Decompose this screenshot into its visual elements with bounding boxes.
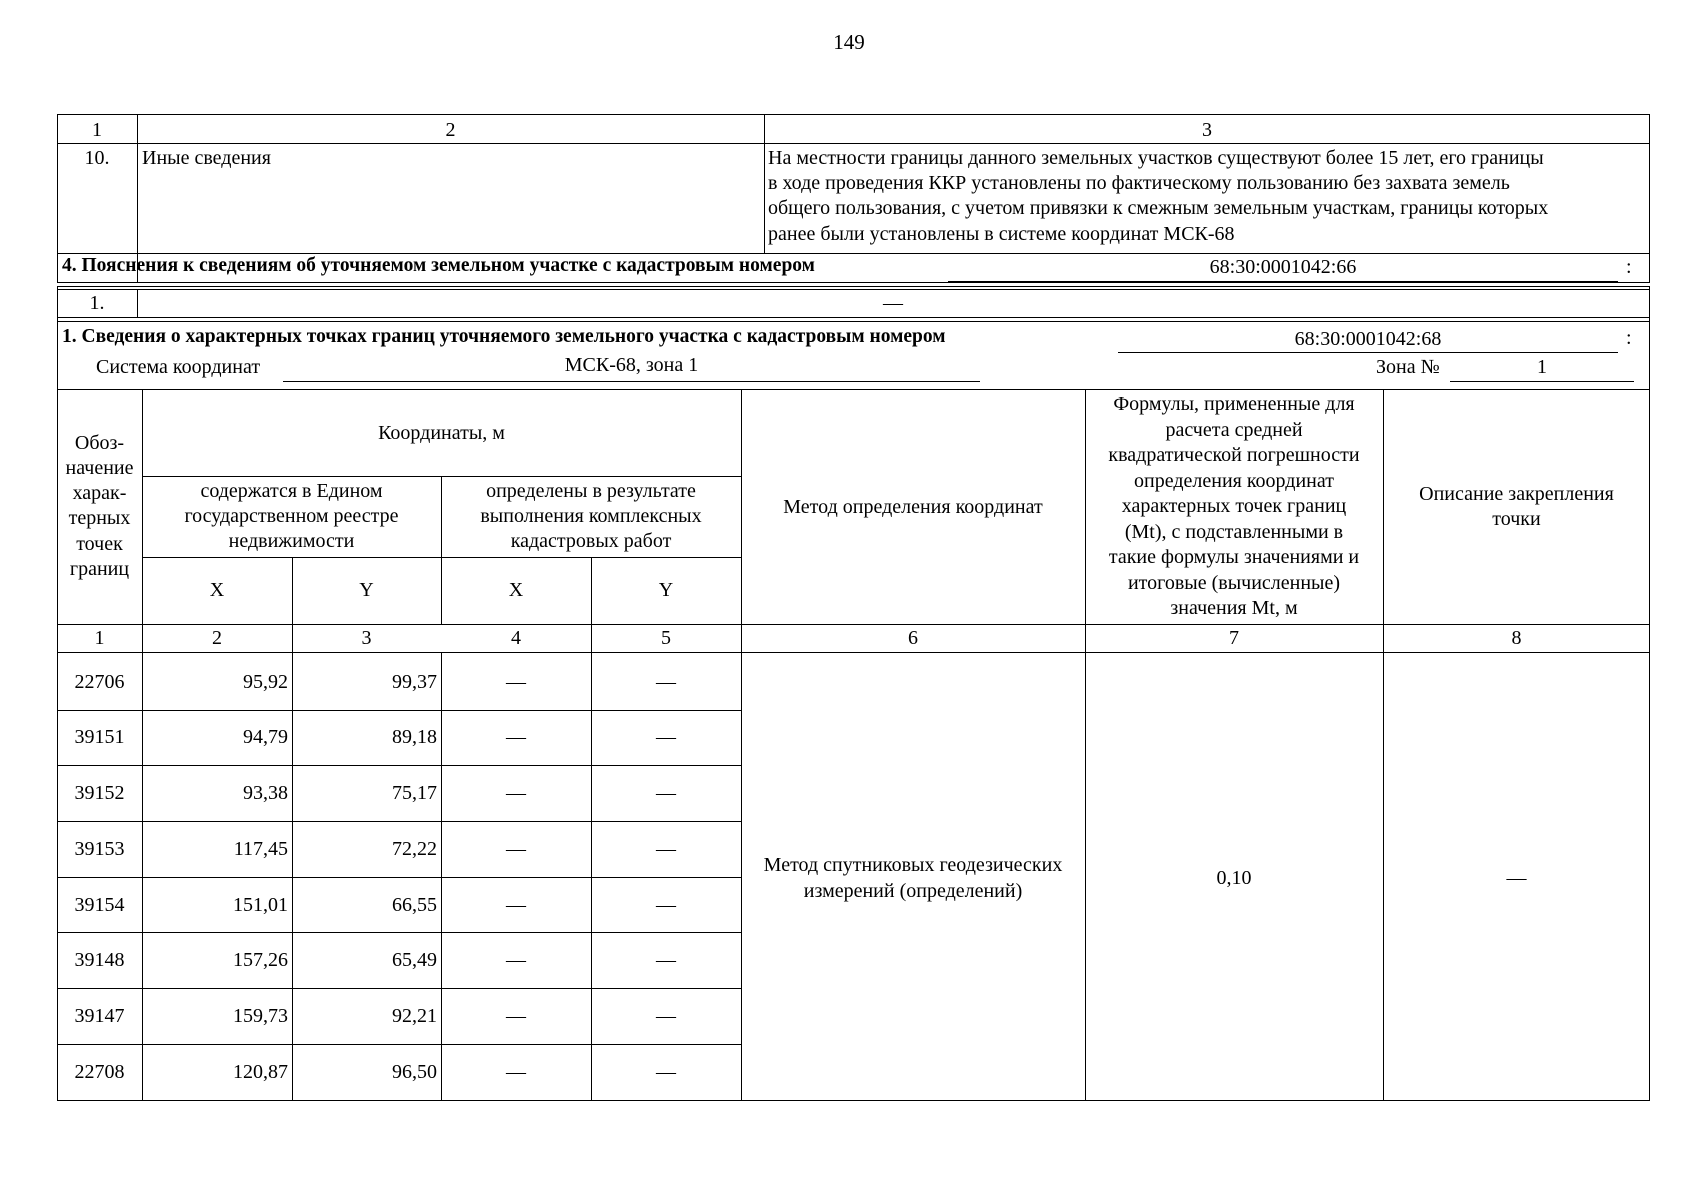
col-number-5: 5 [661, 627, 671, 649]
point-x-kkr: — [506, 1005, 526, 1027]
point-y-kkr: — [656, 1061, 676, 1083]
header-formula-line7: такие формулы значениями и [1108, 546, 1360, 568]
point-y-kkr: — [656, 838, 676, 860]
header-kkr-line3: кадастровых работ [510, 530, 672, 552]
point-y-kkr: — [656, 782, 676, 804]
point-y-egrn: 75,17 [392, 782, 437, 804]
point-id: 39147 [74, 1005, 125, 1027]
point-x-egrn: 117,45 [233, 838, 288, 860]
point-y-egrn: 65,49 [392, 949, 437, 971]
header-y-egrn: Y [359, 579, 374, 601]
section4-colon: : [1626, 256, 1632, 278]
col-number-1: 1 [94, 627, 105, 649]
col-number-2: 2 [212, 627, 222, 649]
point-id: 39152 [74, 782, 125, 804]
point-y-egrn: 96,50 [392, 1061, 437, 1083]
header-x-egrn: X [209, 579, 225, 601]
col-number-8: 8 [1511, 627, 1522, 649]
point-y-kkr: — [656, 949, 676, 971]
point-x-egrn: 151,01 [233, 894, 288, 916]
header-point-line5: точек [76, 533, 123, 555]
header-formula-line5: характерных точек границ [1121, 495, 1347, 517]
method-value-line1: Метод спутниковых геодезических [763, 854, 1063, 876]
header-kkr-line1: определены в результате [486, 480, 696, 502]
point-x-kkr: — [506, 894, 526, 916]
point-id: 22706 [74, 671, 125, 693]
header-kkr-line2: выполнения комплексных [480, 505, 702, 527]
coord-system-value: МСК-68, зона 1 [564, 354, 699, 376]
point-x-kkr: — [506, 782, 526, 804]
point-y-egrn: 72,22 [392, 838, 437, 860]
col-number-6: 6 [908, 627, 918, 649]
point-y-kkr: — [656, 894, 676, 916]
point-x-kkr: — [506, 726, 526, 748]
section1-colon: : [1626, 327, 1632, 349]
point-y-egrn: 92,21 [392, 1005, 437, 1027]
coord-system-label: Система координат [96, 356, 261, 378]
header-method: Метод определения координат [783, 496, 1043, 518]
header-point-line6: границ [69, 558, 130, 580]
top-header-col1: 1 [92, 119, 102, 141]
header-formula-line9: значения Mt, м [1170, 597, 1298, 619]
point-x-kkr: — [506, 1061, 526, 1083]
header-coordinates: Координаты, м [378, 422, 505, 444]
header-egrn-line3: недвижимости [228, 530, 355, 552]
point-y-egrn: 66,55 [392, 894, 437, 916]
point-id: 39153 [74, 838, 125, 860]
header-description-line2: точки [1492, 508, 1541, 530]
col-number-7: 7 [1229, 627, 1239, 649]
point-x-egrn: 95,92 [243, 671, 288, 693]
col-number-3: 3 [361, 627, 372, 649]
header-egrn-line2: государственном реестре [184, 505, 399, 527]
header-formula-line8: итоговые (вычисленные) [1127, 572, 1341, 594]
header-formula-line4: определения координат [1134, 470, 1334, 492]
point-id: 22708 [74, 1061, 125, 1083]
point-id: 39154 [74, 894, 125, 916]
point-x-kkr: — [506, 949, 526, 971]
page-number: 149 [833, 30, 865, 54]
section4-row-number: 1. [89, 292, 105, 314]
point-x-egrn: 157,26 [233, 949, 288, 971]
header-description-line1: Описание закрепления [1419, 483, 1614, 505]
point-x-egrn: 94,79 [243, 726, 288, 748]
row10-value-line2: в ходе проведения ККР установлены по фактическому пользованию без захвата земель [768, 172, 1510, 194]
point-id: 39148 [74, 949, 125, 971]
header-point-line2: начение [65, 457, 134, 479]
header-egrn-line1: содержатся в Едином [200, 480, 383, 502]
point-y-kkr: — [656, 1005, 676, 1027]
section1-cadastral-number: 68:30:0001042:68 [1294, 328, 1442, 350]
header-formula-line1: Формулы, примененные для [1113, 393, 1355, 415]
header-x-kkr: X [508, 579, 524, 601]
point-y-kkr: — [656, 726, 676, 748]
zone-label: Зона № [1376, 356, 1440, 378]
top-header-col2: 2 [445, 119, 456, 141]
row10-value-line4: ранее были установлены в системе координат МСК-68 [768, 223, 1235, 245]
header-point-line1: Обоз- [74, 432, 125, 454]
point-x-egrn: 159,73 [233, 1005, 288, 1027]
header-y-kkr: Y [658, 579, 674, 601]
method-value-line2: измерений (определений) [803, 880, 1023, 902]
row10-value-line1: На местности границы данного земельных участков существуют более 15 лет, его границы [768, 147, 1544, 169]
row10-value-line3: общего пользования, с учетом привязки к смежным земельным участкам, границы которых [768, 197, 1549, 219]
header-point-line4: терных [68, 507, 131, 529]
section4-title: 4. Пояснения к сведениям об уточняемом земельном участке с кадастровым номером [62, 255, 815, 276]
header-point-line3: харак- [72, 482, 127, 504]
section4-cadastral-number: 68:30:0001042:66 [1209, 256, 1357, 278]
description-value: — [1506, 867, 1527, 889]
section1-title: 1. Сведения о характерных точках границ уточняемого земельного участка с кадастровым номером [62, 326, 946, 347]
row10-label: Иные сведения [142, 147, 271, 169]
row10-number: 10. [84, 147, 110, 169]
section4-row-value: — [883, 292, 903, 314]
header-formula-line6: (Mt), с подставленными в [1124, 521, 1344, 543]
zone-value: 1 [1537, 356, 1547, 378]
col-number-4: 4 [511, 627, 521, 649]
point-x-egrn: 120,87 [233, 1061, 288, 1083]
mt-value: 0,10 [1216, 867, 1252, 889]
point-y-kkr: — [656, 671, 676, 693]
point-x-egrn: 93,38 [243, 782, 288, 804]
point-id: 39151 [74, 726, 125, 748]
point-x-kkr: — [506, 838, 526, 860]
header-formula-line2: расчета средней [1165, 419, 1303, 441]
point-y-egrn: 99,37 [392, 671, 437, 693]
point-x-kkr: — [506, 671, 526, 693]
point-y-egrn: 89,18 [392, 726, 437, 748]
top-header-col3: 3 [1202, 119, 1212, 141]
header-formula-line3: квадратической погрешности [1108, 444, 1360, 466]
